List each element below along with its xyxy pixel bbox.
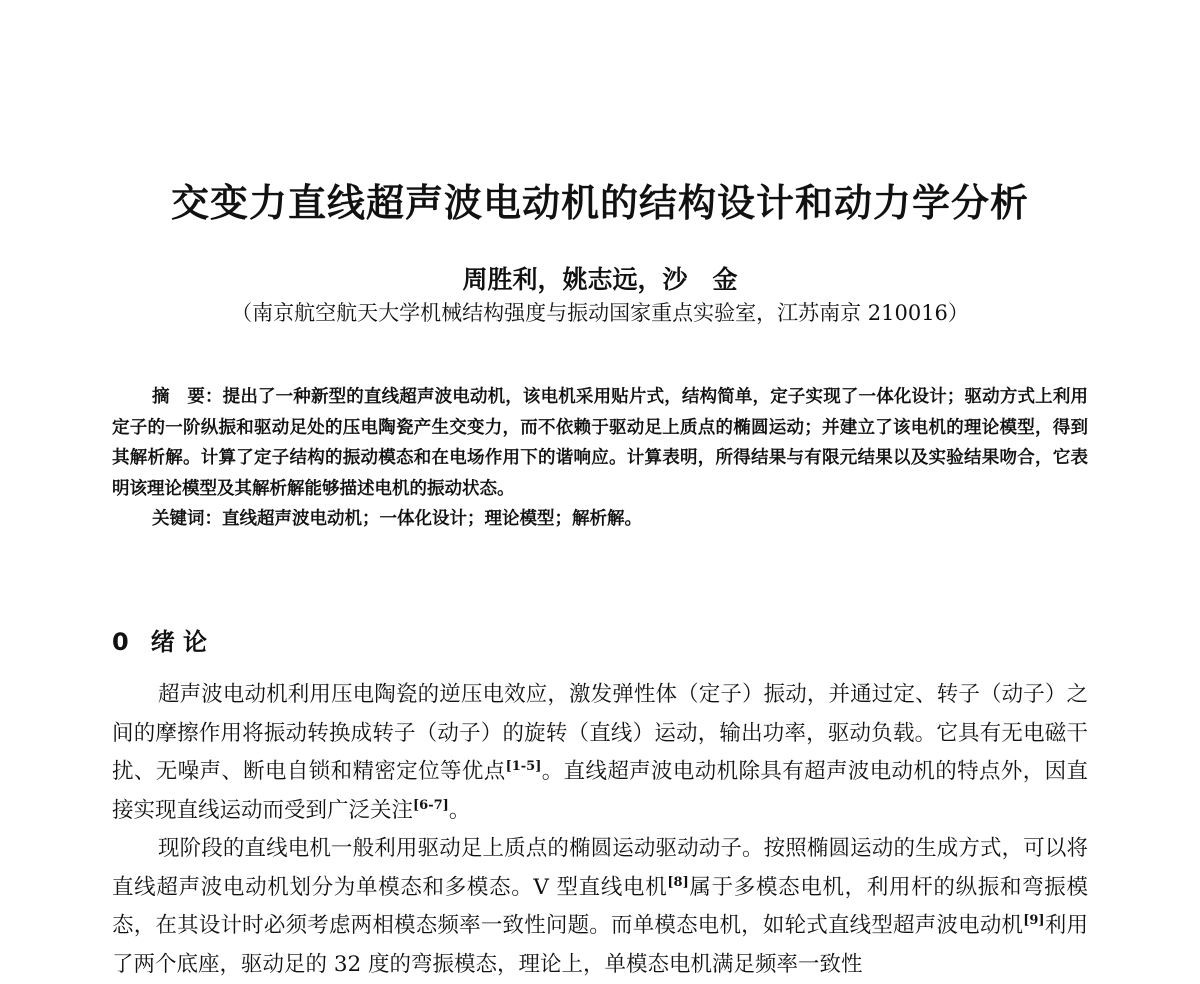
- abstract-text: 提出了一种新型的直线超声波电动机，该电机采用贴片式，结构简单，定子实现了一体化设计；驱动方式上利用定子的一阶纵振和驱动足处的压电陶瓷产生交变力，而不依赖于驱动足上质点的椭圆运动；并建立了该电机的理论模型，得到其解析解。计算了定子结构的振动模态和在电场作用下的谐响应。计算表明，所得结果与有限元结果以及实验结果吻合，它表明该理论模型及其解析解能够描述电机的振动状态。: [112, 387, 1088, 499]
- section-title: 绪 论: [150, 628, 208, 656]
- section-number: 0: [112, 628, 129, 656]
- para2-text-a: 现阶段的直线电机一般利用驱动足上质点的椭圆运动驱动动子。按照椭圆运动的生成方式，可以将直线超声波电动机划分为单模态和多模态。V 型直线电机: [112, 836, 1088, 900]
- para1-text-c: 。: [448, 797, 471, 823]
- citation-ref: [6-7]: [413, 797, 449, 813]
- citation-ref: [1-5]: [505, 759, 542, 774]
- keywords-paragraph: [112, 504, 1088, 535]
- keywords-text: 直线超声波电动机；一体化设计；理论模型；解析解。: [222, 509, 642, 529]
- section-heading: [112, 622, 207, 657]
- citation-ref: [9]: [1023, 913, 1045, 928]
- paper-authors: 周胜利，姚志远，沙 金: [462, 265, 738, 294]
- paper-affiliation: （南京航空航天大学机械结构强度与振动国家重点实验室，江苏南京 210016）: [231, 301, 969, 325]
- abstract-block: [112, 382, 1088, 535]
- paper-title: 交变力直线超声波电动机的结构设计和动力学分析: [170, 181, 1029, 225]
- abstract-label: 摘 要：: [152, 387, 223, 407]
- para1-text-a: 超声波电动机利用压电陶瓷的逆压电效应，激发弹性体（定子）振动，并通过定、转子（动子）之间的摩擦作用将振动转换成转子（动子）的旋转（直线）运动，输出功率，驱动负载。它具有无电磁干扰、无噪声、断电自锁和精密定位等优点: [112, 682, 1088, 784]
- body-paragraph-1: [112, 676, 1088, 830]
- keywords-label: 关键词：: [152, 509, 222, 529]
- para1-text-b: 。直线超声波电动机除具有超声波电动机的特点外，因直接实现直线运动而受到广泛关注: [112, 759, 1088, 823]
- para2-text-b: 属于多模态电机，利用杆的纵振和弯振模态，在其设计时必须考虑两相模态频率一致性问题。而单模态电机，如轮式直线型超声波电动机: [112, 874, 1088, 938]
- abstract-paragraph: [112, 382, 1088, 504]
- body-text: [112, 676, 1088, 984]
- citation-ref: [8]: [667, 874, 689, 890]
- body-paragraph-2: [112, 830, 1088, 984]
- para2-text-c: 利用了两个底座，驱动足的 32 度的弯振模态，理论上，单模态电机满足频率一致性: [112, 913, 1088, 977]
